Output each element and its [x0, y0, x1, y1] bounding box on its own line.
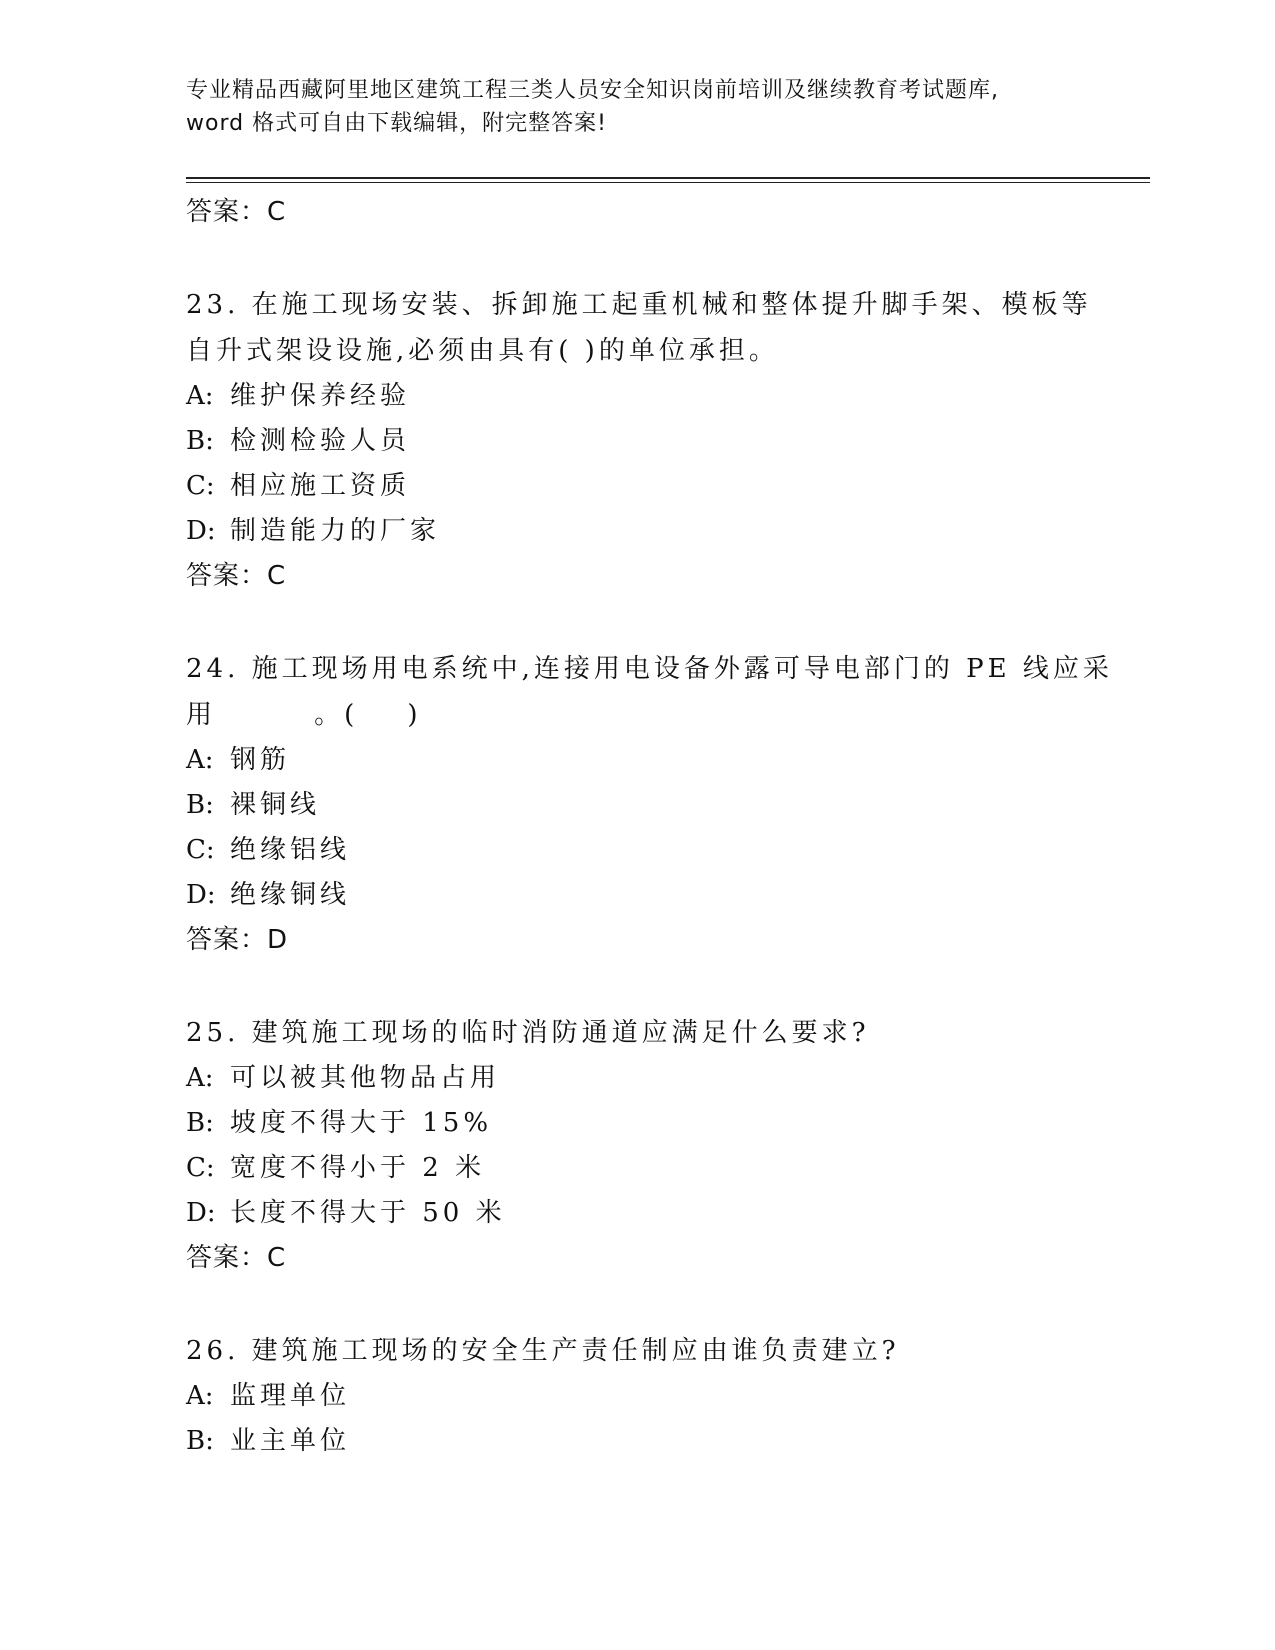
header-title-line-2: word 格式可自由下载编辑，附完整答案! — [186, 111, 607, 136]
page-header — [186, 74, 1086, 140]
option-item — [186, 828, 1086, 873]
option-item — [186, 738, 1086, 783]
option-text: 裸铜线 — [230, 790, 321, 820]
option-item — [186, 1419, 1086, 1464]
answer-line: 答案：D — [186, 925, 289, 955]
option-text: 监理单位 — [230, 1381, 351, 1411]
option-key: B: — [186, 790, 214, 820]
question-text: 自升式架设设施,必须由具有( )的单位承担。 — [186, 336, 779, 366]
answer-line: 答案：C — [186, 197, 287, 227]
header-rule-thick — [186, 177, 1150, 179]
answer-line: 答案：C — [186, 561, 287, 591]
option-text: 检测检验人员 — [230, 426, 411, 456]
option-key: A: — [186, 745, 214, 775]
option-text: 长度不得大于 50 米 — [230, 1198, 506, 1228]
option-key: D: — [186, 880, 216, 910]
option-item — [186, 419, 1086, 464]
option-key: B: — [186, 1426, 214, 1456]
option-key: A: — [186, 1381, 214, 1411]
option-item — [186, 374, 1086, 419]
option-text: 制造能力的厂家 — [230, 516, 441, 546]
option-item — [186, 1374, 1086, 1419]
option-text: 钢筋 — [230, 745, 291, 775]
option-text: 宽度不得小于 2 米 — [230, 1153, 486, 1183]
option-item — [186, 1191, 1086, 1236]
header-rule-thin — [186, 182, 1150, 183]
option-key: B: — [186, 1108, 214, 1138]
option-text: 绝缘铝线 — [230, 835, 351, 865]
question-block — [186, 1328, 1086, 1464]
option-item — [186, 509, 1086, 554]
spacer — [186, 1280, 1086, 1328]
option-key: C: — [186, 835, 215, 865]
option-key: D: — [186, 516, 216, 546]
option-text: 维护保养经验 — [230, 381, 411, 411]
option-text: 绝缘铜线 — [230, 880, 351, 910]
question-text: 23. 在施工现场安装、拆卸施工起重机械和整体提升脚手架、模板等 — [186, 290, 1092, 320]
option-item — [186, 873, 1086, 918]
question-block — [186, 1010, 1086, 1280]
option-key: D: — [186, 1198, 216, 1228]
question-list — [186, 190, 1113, 1464]
option-key: B: — [186, 426, 214, 456]
header-title-line-1: 专业精品西藏阿里地区建筑工程三类人员安全知识岗前培训及继续教育考试题库, — [186, 78, 999, 103]
question-text: 25. 建筑施工现场的临时消防通道应满足什么要求? — [186, 1018, 870, 1048]
option-text: 可以被其他物品占用 — [230, 1063, 501, 1093]
option-text: 坡度不得大于 15% — [230, 1108, 493, 1138]
option-item — [186, 1056, 1086, 1101]
option-item — [186, 1101, 1086, 1146]
question-text: 24. 施工现场用电系统中,连接用电设备外露可导电部门的 PE 线应采 — [186, 654, 1113, 684]
question-block — [186, 282, 1092, 598]
option-item — [186, 783, 1086, 828]
spacer — [186, 962, 1086, 1010]
option-key: A: — [186, 381, 214, 411]
option-key: C: — [186, 471, 215, 501]
spacer — [186, 234, 1086, 282]
option-item — [186, 1146, 1086, 1191]
option-key: A: — [186, 1063, 214, 1093]
answer-line: 答案：C — [186, 1243, 287, 1273]
option-text: 业主单位 — [230, 1426, 351, 1456]
question-block — [186, 646, 1113, 962]
option-item — [186, 464, 1086, 509]
option-key: C: — [186, 1153, 215, 1183]
question-text: 26. 建筑施工现场的安全生产责任制应由谁负责建立? — [186, 1336, 900, 1366]
question-text: 用 。( ) — [186, 700, 422, 730]
spacer — [186, 598, 1086, 646]
option-text: 相应施工资质 — [230, 471, 411, 501]
